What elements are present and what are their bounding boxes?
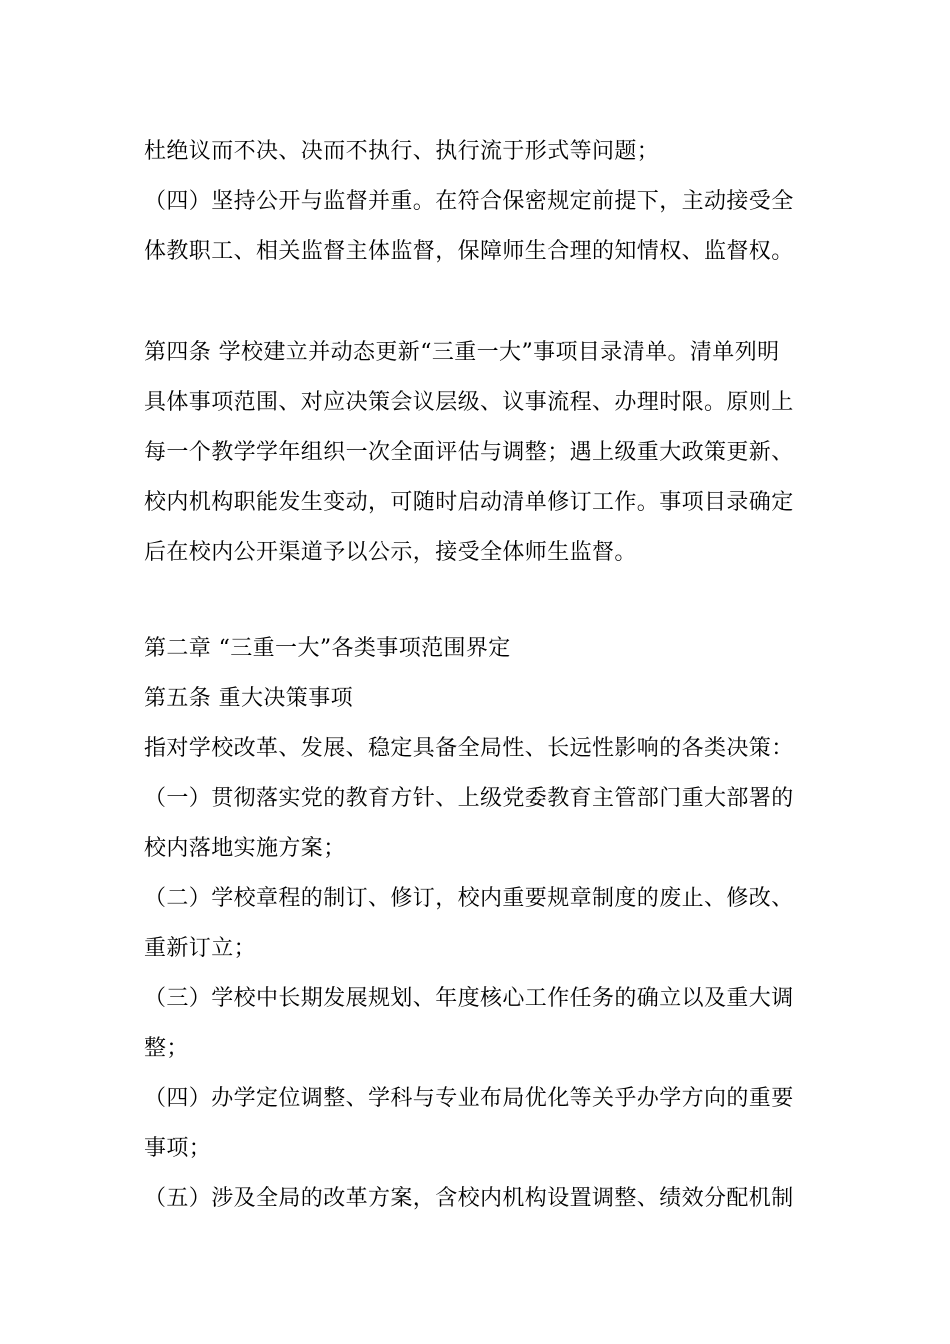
item-5-line-1: （五）涉及全局的改革方案，含校内机构设置调整、绩效分配机制 (144, 1186, 794, 1211)
text-line-2: （四）坚持公开与监督并重。在符合保密规定前提下，主动接受全 (144, 189, 794, 214)
article-5-heading: 第五条 重大决策事项 (144, 686, 353, 711)
item-3-line-2: 整； (144, 1036, 189, 1061)
chapter-2-heading: 第二章 “三重一大”各类事项范围界定 (144, 636, 511, 661)
article-4-line-3: 每一个教学学年组织一次全面评估与调整；遇上级重大政策更新、 (144, 440, 794, 465)
item-1-line-2: 校内落地实施方案； (144, 836, 346, 861)
item-4-line-1: （四）办学定位调整、学科与专业布局优化等关乎办学方向的重要 (144, 1086, 794, 1111)
item-2-line-2: 重新订立； (144, 936, 257, 961)
item-4-line-2: 事项； (144, 1136, 212, 1161)
article-4-line-2: 具体事项范围、对应决策会议层级、议事流程、办理时限。原则上 (144, 390, 794, 415)
text-line-1: 杜绝议而不决、决而不执行、执行流于形式等问题； (144, 139, 660, 164)
article-4-line-4: 校内机构职能发生变动，可随时启动清单修订工作。事项目录确定 (144, 490, 794, 515)
article-4-line-1: 第四条 学校建立并动态更新“三重一大”事项目录清单。清单列明 (144, 340, 780, 365)
article-5-intro: 指对学校改革、发展、稳定具备全局性、长远性影响的各类决策： (144, 736, 794, 761)
item-1-line-1: （一）贯彻落实党的教育方针、上级党委教育主管部门重大部署的 (144, 786, 794, 811)
item-3-line-1: （三）学校中长期发展规划、年度核心工作任务的确立以及重大调 (144, 986, 794, 1011)
item-2-line-1: （二）学校章程的制订、修订，校内重要规章制度的废止、修改、 (144, 886, 794, 911)
text-line-3: 体教职工、相关监督主体监督，保障师生合理的知情权、监督权。 (144, 239, 794, 264)
article-4-line-5: 后在校内公开渠道予以公示，接受全体师生监督。 (144, 540, 637, 565)
